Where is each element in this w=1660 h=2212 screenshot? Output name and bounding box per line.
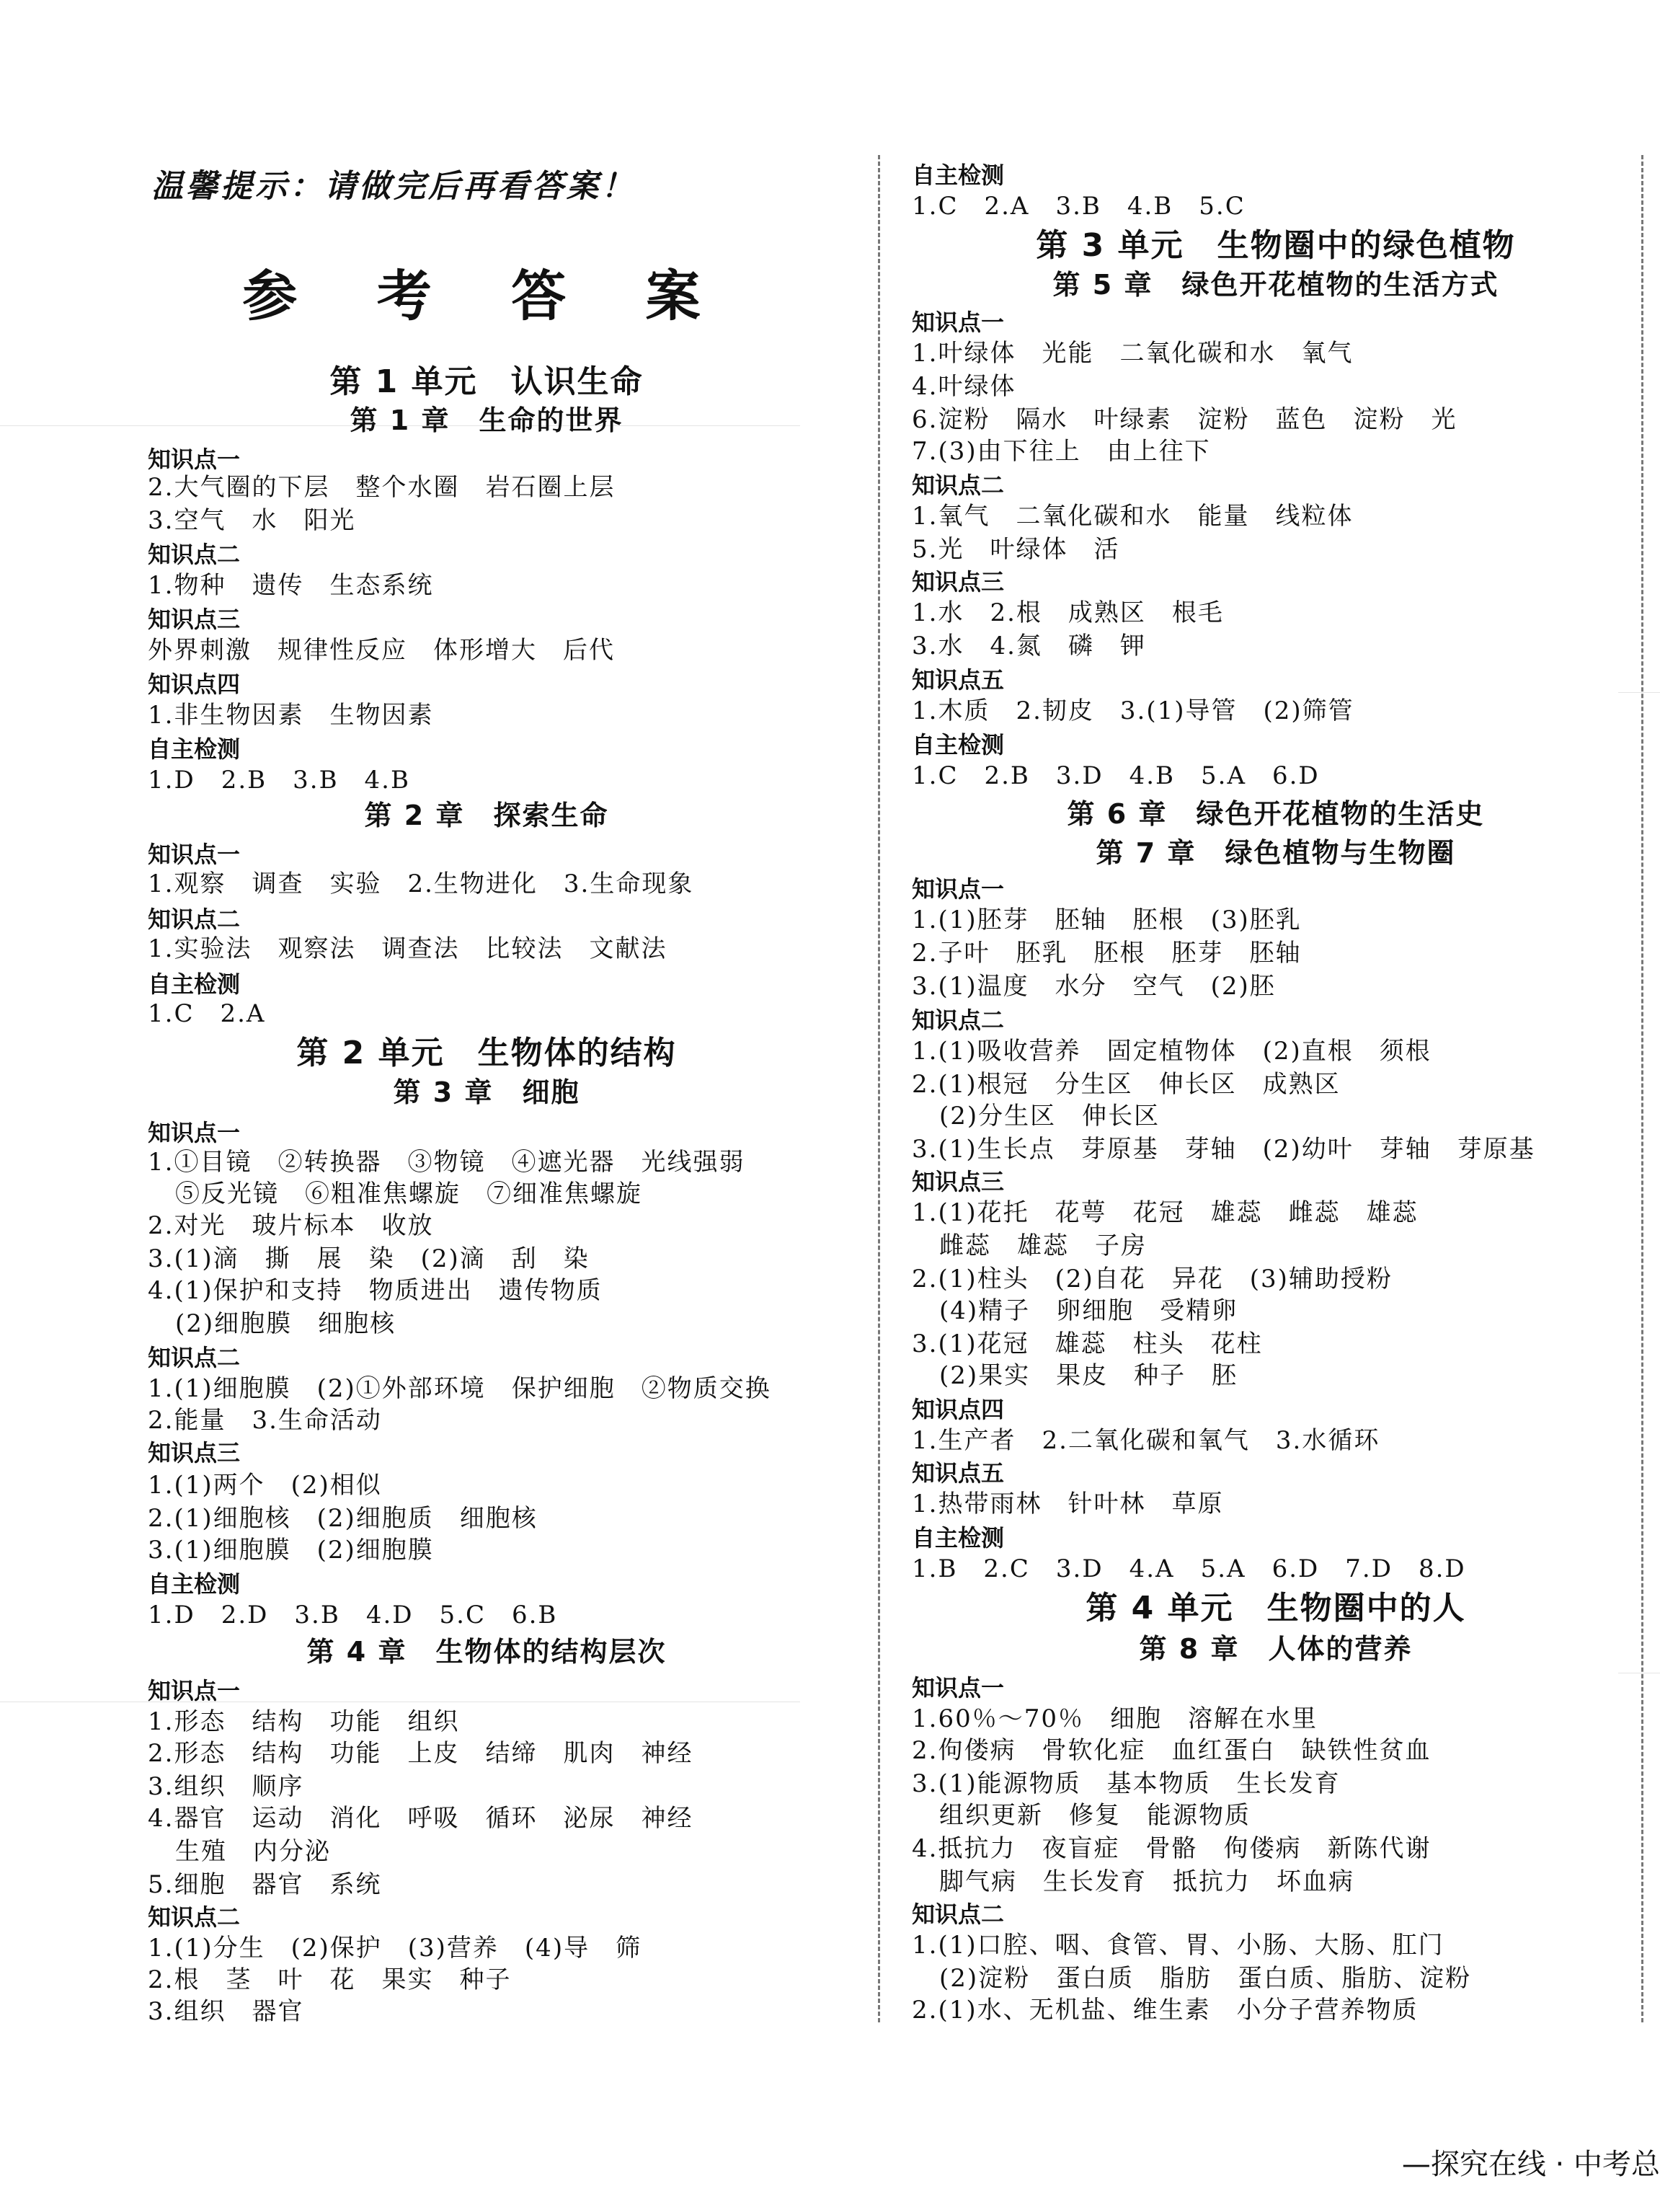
knowledge-point-label: 知识点二 — [912, 1007, 1005, 1034]
answer-line: 1.(1)花托 花萼 花冠 雄蕊 雌蕊 雄蕊 — [912, 1198, 1419, 1227]
answer-line: 5.细胞 器官 系统 — [148, 1870, 382, 1899]
answer-line: 3.(1)温度 水分 空气 (2)胚 — [912, 972, 1276, 1001]
answer-line: 1.木质 2.韧皮 3.(1)导管 (2)筛管 — [912, 696, 1354, 725]
answer-line: (2)果实 果皮 种子 胚 — [939, 1361, 1238, 1390]
answer-line: 3.组织 顺序 — [148, 1772, 304, 1801]
footer-series-title: —探究在线 · 中考总 — [1401, 2148, 1660, 2181]
answer-line: 2.能量 3.生命活动 — [148, 1406, 382, 1435]
answer-line: 1.实验法 观察法 调查法 比较法 文献法 — [148, 934, 667, 963]
answer-line: 生殖 内分泌 — [175, 1837, 331, 1866]
answer-line: (2)分生区 伸长区 — [939, 1102, 1160, 1131]
self-check-label: 自主检测 — [148, 970, 241, 998]
answer-line: (2)细胞膜 细胞核 — [175, 1309, 396, 1338]
answer-line: 组织更新 修复 能源物质 — [939, 1801, 1251, 1830]
self-check-label: 自主检测 — [148, 735, 241, 763]
answer-line: 1.(1)两个 (2)相似 — [148, 1471, 382, 1500]
knowledge-point-label: 知识点三 — [912, 568, 1005, 596]
chapter-8-heading: 第 8 章 人体的营养 — [1139, 1633, 1413, 1665]
knowledge-point-label: 知识点二 — [148, 1903, 241, 1931]
knowledge-point-label: 知识点一 — [148, 446, 241, 473]
answer-line: 1.D 2.D 3.B 4.D 5.C 6.B — [148, 1601, 558, 1629]
answer-line: 1.C 2.A 3.B 4.B 5.C — [912, 192, 1246, 221]
answer-line: 1.热带雨林 针叶林 草原 — [912, 1490, 1224, 1518]
knowledge-point-label: 知识点一 — [148, 1119, 241, 1146]
self-check-label: 自主检测 — [148, 1570, 241, 1598]
unit-3-heading: 第 3 单元 生物圈中的绿色植物 — [1036, 227, 1516, 264]
knowledge-point-label: 知识点一 — [148, 1677, 241, 1704]
answer-line: 1.氧气 二氧化碳和水 能量 线粒体 — [912, 502, 1354, 531]
answer-line: 2.大气圈的下层 整个水圈 岩石圈上层 — [148, 473, 616, 502]
answer-line: 1.形态 结构 功能 组织 — [148, 1707, 460, 1736]
answer-line: 2.子叶 胚乳 胚根 胚芽 胚轴 — [912, 939, 1302, 968]
answer-line: 1.(1)口腔、咽、食管、胃、小肠、大肠、肛门 — [912, 1931, 1444, 1960]
answer-line: 1.60％～70％ 细胞 溶解在水里 — [912, 1704, 1318, 1733]
answer-line: 3.(1)细胞膜 (2)细胞膜 — [148, 1536, 434, 1565]
answer-line: 1.(1)吸收营养 固定植物体 (2)直根 须根 — [912, 1037, 1432, 1066]
answer-line: (2)淀粉 蛋白质 脂肪 蛋白质、脂肪、淀粉 — [939, 1964, 1472, 1993]
answer-line: 2.佝偻病 骨软化症 血红蛋白 缺铁性贫血 — [912, 1736, 1432, 1765]
knowledge-point-label: 知识点四 — [148, 671, 241, 698]
chapter-4-heading: 第 4 章 生物体的结构层次 — [306, 1636, 667, 1668]
knowledge-point-label: 知识点一 — [912, 1674, 1005, 1702]
answer-line: 1.生产者 2.二氧化碳和氧气 3.水循环 — [912, 1426, 1380, 1455]
answer-line: 1.观察 调查 实验 2.生物进化 3.生命现象 — [148, 870, 694, 898]
chapter-3-heading: 第 3 章 细胞 — [393, 1076, 580, 1108]
chapter-6-heading: 第 6 章 绿色开花植物的生活史 — [1067, 798, 1485, 830]
knowledge-point-label: 知识点二 — [912, 472, 1005, 499]
answer-line: 1.①目镜 ②转换器 ③物镜 ④遮光器 光线强弱 — [148, 1148, 745, 1177]
answer-line: 3.组织 器官 — [148, 1997, 304, 2026]
knowledge-point-label: 知识点一 — [912, 309, 1005, 336]
page-edge-divider — [1641, 155, 1643, 2022]
answer-line: 1.D 2.B 3.B 4.B — [148, 766, 410, 795]
answer-line: 1.B 2.C 3.D 4.A 5.A 6.D 7.D 8.D — [912, 1554, 1466, 1583]
chapter-1-heading: 第 1 章 生命的世界 — [350, 404, 623, 436]
answer-line: 1.水 2.根 成熟区 根毛 — [912, 598, 1224, 627]
answer-line: 1.(1)胚芽 胚轴 胚根 (3)胚乳 — [912, 906, 1302, 934]
knowledge-point-label: 知识点二 — [148, 541, 241, 568]
knowledge-point-label: 知识点一 — [148, 841, 241, 868]
reminder-tip: 温馨提示：请做完后再看答案！ — [151, 168, 636, 205]
answer-line: 3.(1)花冠 雄蕊 柱头 花柱 — [912, 1330, 1263, 1358]
answer-line: 雌蕊 雄蕊 子房 — [939, 1231, 1147, 1260]
answer-line: 6.淀粉 隔水 叶绿素 淀粉 蓝色 淀粉 光 — [912, 405, 1457, 434]
chapter-2-heading: 第 2 章 探索生命 — [364, 800, 609, 831]
unit-2-heading: 第 2 单元 生物体的结构 — [296, 1035, 677, 1071]
answer-line: 1.C 2.B 3.D 4.B 5.A 6.D — [912, 761, 1320, 790]
knowledge-point-label: 知识点三 — [912, 1168, 1005, 1195]
knowledge-point-label: 知识点四 — [912, 1396, 1005, 1423]
answer-line: 1.(1)分生 (2)保护 (3)营养 (4)导 筛 — [148, 1934, 642, 1963]
answer-line: 1.非生物因素 生物因素 — [148, 701, 434, 730]
chapter-5-heading: 第 5 章 绿色开花植物的生活方式 — [1052, 269, 1499, 301]
knowledge-point-label: 知识点二 — [912, 1901, 1005, 1928]
answer-line: (4)精子 卵细胞 受精卵 — [939, 1296, 1238, 1325]
knowledge-point-label: 知识点二 — [148, 906, 241, 933]
column-divider — [878, 155, 880, 2022]
answer-line: 3.(1)能源物质 基本物质 生长发育 — [912, 1769, 1341, 1798]
scan-line-right-top — [1618, 692, 1660, 693]
knowledge-point-label: 知识点五 — [912, 666, 1005, 694]
answer-line: 4.(1)保护和支持 物质进出 遗传物质 — [148, 1276, 603, 1305]
answer-line: 3.(1)生长点 芽原基 芽轴 (2)幼叶 芽轴 芽原基 — [912, 1135, 1535, 1164]
answer-line: 1.C 2.A — [148, 999, 266, 1028]
answer-line: 2.(1)柱头 (2)自花 异花 (3)辅助授粉 — [912, 1265, 1393, 1293]
knowledge-point-label: 知识点三 — [148, 606, 241, 633]
answer-line: 4.叶绿体 — [912, 372, 1016, 401]
self-check-label: 自主检测 — [912, 1524, 1005, 1552]
answer-line: 2.(1)细胞核 (2)细胞质 细胞核 — [148, 1504, 538, 1533]
answer-line: 1.物种 遗传 生态系统 — [148, 571, 434, 600]
answer-line: 4.抵抗力 夜盲症 骨骼 佝偻病 新陈代谢 — [912, 1834, 1432, 1863]
page-title: 参 考 答 案 — [242, 264, 731, 328]
unit-4-heading: 第 4 单元 生物圈中的人 — [1086, 1590, 1466, 1627]
answer-line: 3.空气 水 阳光 — [148, 506, 356, 535]
answer-line: 7.(3)由下往上 由上往下 — [912, 437, 1211, 466]
answer-line: 1.叶绿体 光能 二氧化碳和水 氧气 — [912, 339, 1354, 368]
answer-line: ⑤反光镜 ⑥粗准焦螺旋 ⑦细准焦螺旋 — [175, 1180, 642, 1208]
answer-line: 脚气病 生长发育 抵抗力 坏血病 — [939, 1867, 1354, 1896]
unit-1-heading: 第 1 单元 认识生命 — [329, 363, 644, 400]
answer-line: 3.水 4.氮 磷 钾 — [912, 632, 1146, 660]
answer-line: 2.(1)水、无机盐、维生素 小分子营养物质 — [912, 1996, 1419, 2025]
knowledge-point-label: 知识点二 — [148, 1344, 241, 1371]
self-check-label: 自主检测 — [912, 162, 1005, 189]
answer-line: 4.器官 运动 消化 呼吸 循环 泌尿 神经 — [148, 1804, 693, 1833]
answer-line: 5.光 叶绿体 活 — [912, 535, 1120, 564]
knowledge-point-label: 知识点五 — [912, 1459, 1005, 1487]
answer-line: 2.(1)根冠 分生区 伸长区 成熟区 — [912, 1070, 1341, 1099]
knowledge-point-label: 知识点一 — [912, 875, 1005, 903]
answer-line: 2.根 茎 叶 花 果实 种子 — [148, 1965, 512, 1994]
answer-line: 2.形态 结构 功能 上皮 结缔 肌肉 神经 — [148, 1739, 693, 1768]
answer-line: 外界刺激 规律性反应 体形增大 后代 — [148, 636, 615, 665]
answer-line: 3.(1)滴 撕 展 染 (2)滴 刮 染 — [148, 1244, 590, 1273]
chapter-7-heading: 第 7 章 绿色植物与生物圈 — [1096, 837, 1456, 869]
answer-line: 1.(1)细胞膜 (2)①外部环境 保护细胞 ②物质交换 — [148, 1374, 771, 1403]
knowledge-point-label: 知识点三 — [148, 1439, 241, 1466]
answer-line: 2.对光 玻片标本 收放 — [148, 1211, 434, 1240]
self-check-label: 自主检测 — [912, 731, 1005, 758]
